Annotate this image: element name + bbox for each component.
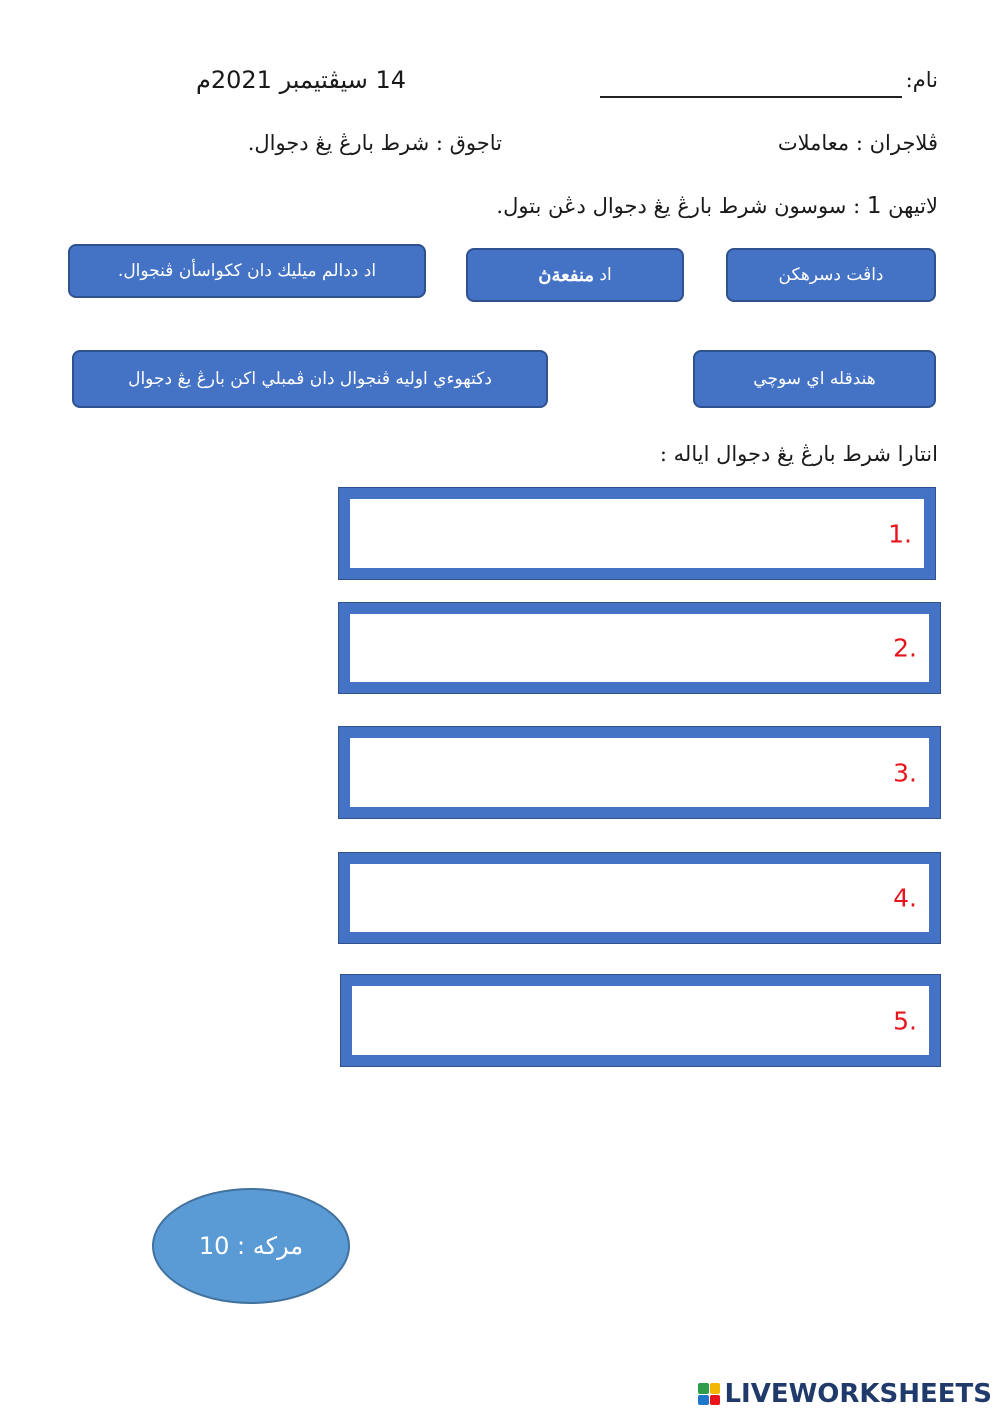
option-label-2-bold: منفعةڽ: [538, 264, 595, 286]
option-label-5: دكتهوءي اوليه ڤنجوال دان ڤمبلي اكن بارڠ يڠ دجوال: [128, 369, 492, 389]
option-box-5[interactable]: [72, 350, 548, 408]
brand-name: LIVEWORKSHEETS: [724, 1379, 992, 1409]
score-label: مركه : 10: [198, 1232, 304, 1260]
topic-text: تاجوق : شرط بارڠ يڠ دجوال.: [247, 131, 502, 155]
answer-number-5: 5.: [893, 1006, 917, 1035]
answer-heading: انتارا شرط بارڠ يڠ دجوال اياله :: [659, 442, 938, 466]
answer-box-3: [339, 727, 940, 818]
answer-input-3[interactable]: [356, 746, 859, 799]
answer-number-3: 3.: [893, 758, 917, 787]
name-label: نام:: [905, 68, 938, 92]
answer-input-1[interactable]: [356, 507, 854, 560]
option-label-4: هندقله اي سوچي: [753, 369, 876, 389]
brand-footer: [698, 1376, 992, 1412]
date-text: 14 سيڤتيمبر 2021م: [196, 66, 407, 94]
option-label-2-prefix: اد: [599, 265, 612, 285]
name-blank-line[interactable]: [600, 96, 902, 98]
question-number: 1: [866, 193, 882, 219]
option-box-4[interactable]: [693, 350, 936, 408]
answer-number-1: 1.: [888, 519, 912, 548]
answer-number-4: 4.: [893, 883, 917, 913]
subject-text: ڤلاجران : معاملات: [777, 131, 938, 155]
answer-input-5[interactable]: [358, 994, 859, 1047]
answer-input-2[interactable]: [356, 622, 859, 674]
question-prefix: لاتيهن: [888, 194, 938, 218]
option-box-1[interactable]: [726, 248, 936, 302]
question-instruction: [496, 193, 938, 219]
score-oval: [152, 1188, 350, 1304]
liveworksheets-logo-icon: [698, 1383, 720, 1405]
answer-box-2: [339, 603, 940, 693]
answer-box-5: [341, 975, 940, 1066]
answer-number-2: 2.: [893, 633, 917, 663]
question-text: : سوسون شرط بارڠ يڠ دجوال دڠن بتول.: [496, 194, 861, 218]
answer-box-4: [339, 853, 940, 943]
option-box-2[interactable]: [466, 248, 684, 302]
option-box-3[interactable]: [68, 244, 426, 298]
answer-input-4[interactable]: [356, 872, 859, 924]
option-label-1: داڤت دسرهكن: [778, 265, 884, 285]
option-label-3: اد ددالم ميليك دان ككواسأن ڤنجوال.: [117, 261, 377, 281]
answer-box-1: [339, 488, 935, 579]
